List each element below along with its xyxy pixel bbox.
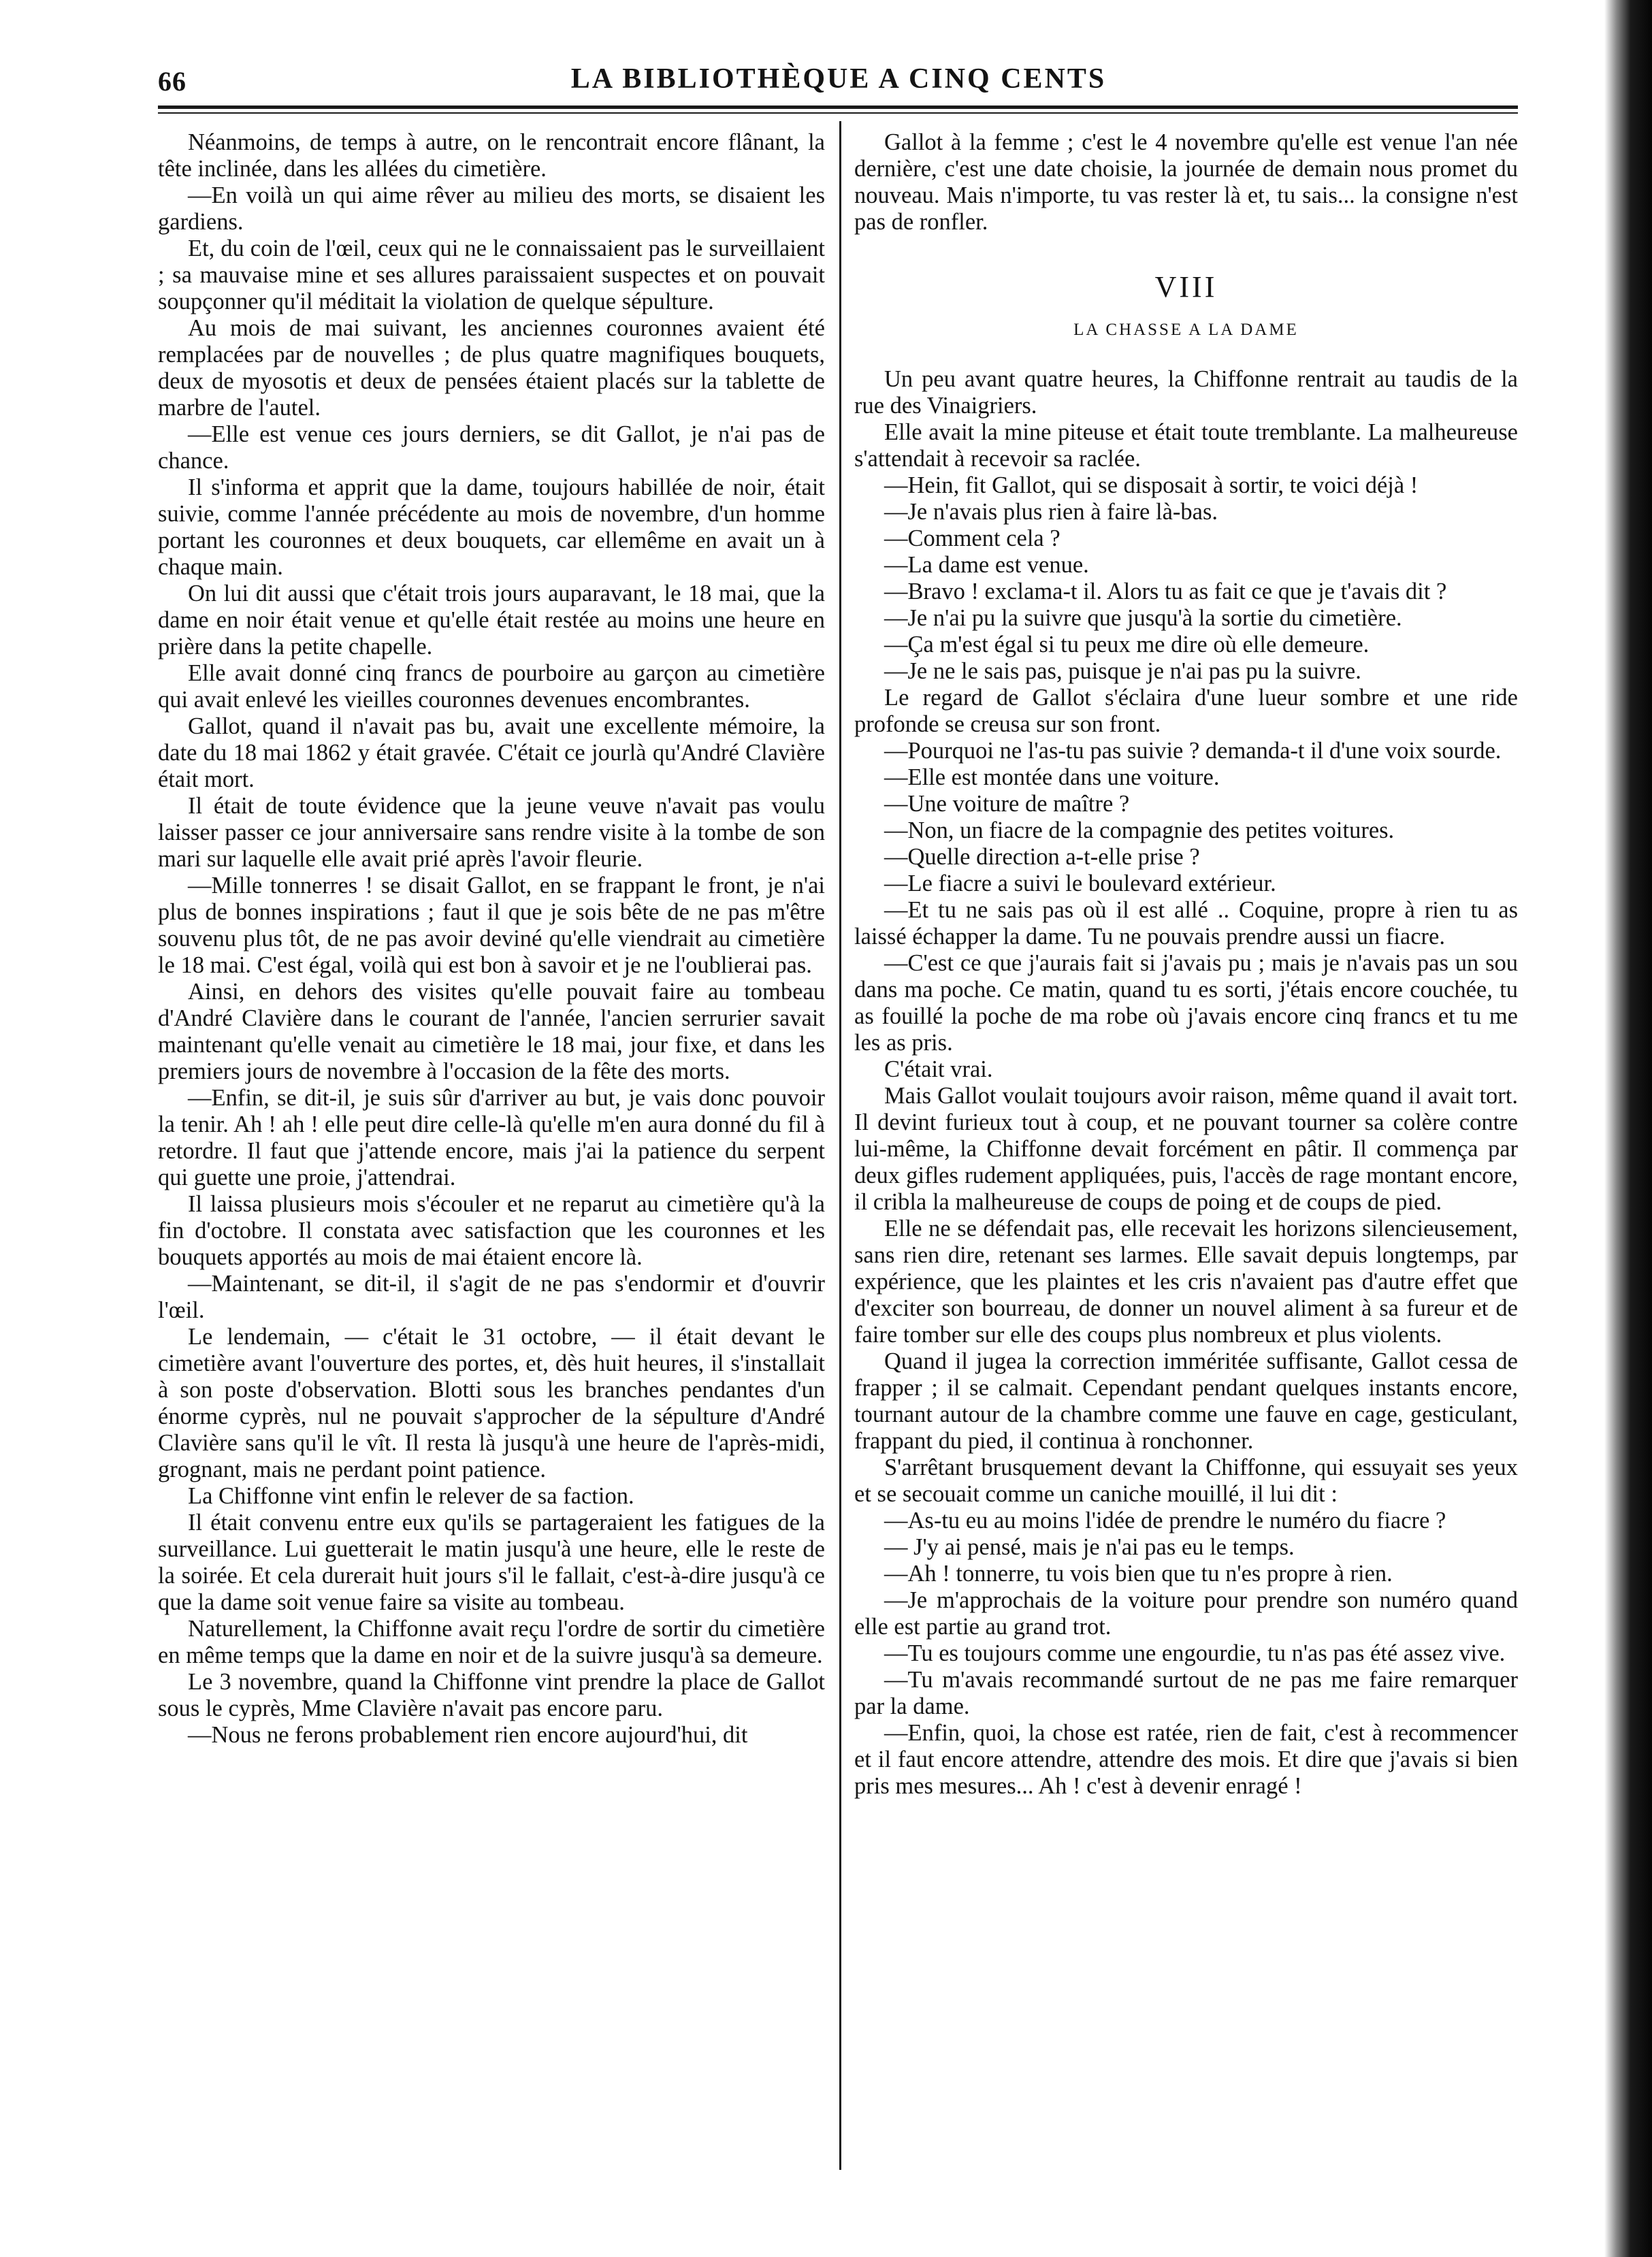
paragraph: —Pourquoi ne l'as-tu pas suivie ? demanda-t il d'une voix sourde.: [884, 738, 1502, 764]
paragraph: —Bravo ! exclama-t il. Alors tu as fait ce que je t'avais dit ?: [884, 579, 1447, 604]
chapter-title: LA CHASSE A LA DAME: [1073, 321, 1299, 339]
paragraph: On lui dit aussi que c'était trois jours auparavant, le 18 mai, que la dame en noir était venue et qu'elle était restée au moins une heure en prière dans la petite chapelle.: [158, 581, 825, 660]
paragraph: Et, du coin de l'œil, ceux qui ne le connaissaient pas le surveillaient ; sa mauvaise mine et ses allures paraissaient suspectes et on pouvait soupçonner qu'il méditait la violation de quelque sépulture.: [158, 236, 825, 314]
paragraph: Au mois de mai suivant, les anciennes couronnes avaient été remplacées par de nouvelles ; de plus quatre magnifiques bouquets, deux de myosotis et deux de pensées étaient placés sur la tablette de marbre de l'autel.: [158, 315, 825, 421]
paragraph: —Je m'approchais de la voiture pour prendre son numéro quand elle est partie au grand trot.: [854, 1587, 1518, 1640]
paragraph: Elle avait donné cinq francs de pourboire au garçon au cimetière qui avait enlevé les vieilles couronnes devenues encombrantes.: [158, 660, 825, 713]
page-header: [158, 63, 1519, 103]
paragraph: —Elle est montée dans une voiture.: [884, 764, 1220, 790]
header-rule-thick: [158, 105, 1518, 109]
paragraph: Ainsi, en dehors des visites qu'elle pouvait faire au tombeau d'André Clavière dans le courant de l'année, l'ancien serrurier savait maintenant qu'elle venait au cimetière le 18 mai, jour fixe, et dans les premiers jours de novembre à l'occasion de la fête des morts.: [158, 979, 825, 1084]
paragraph: Un peu avant quatre heures, la Chiffonne rentrait au taudis de la rue des Vinaigriers.: [854, 366, 1518, 419]
paragraph: —Le fiacre a suivi le boulevard extérieur.: [884, 871, 1276, 896]
paragraph: —La dame est venue.: [884, 552, 1089, 578]
paragraph: —Comment cela ?: [884, 525, 1060, 551]
paragraph: —Ah ! tonnerre, tu vois bien que tu n'es propre à rien.: [884, 1561, 1393, 1587]
paragraph: —Nous ne ferons probablement rien encore aujourd'hui, dit: [188, 1722, 748, 1748]
paragraph: Il était convenu entre eux qu'ils se partageraient les fatigues de la surveillance. Lui guetterait le matin jusqu'à une heure, elle le reste de la soirée. Et cela durerait huit jours s'il le fallait, c'est-à-dire jusqu'à ce que la dame soit venue faire sa visite au tombeau.: [158, 1510, 825, 1615]
paragraph: Gallot à la femme ; c'est le 4 novembre qu'elle est venue l'an née dernière, c'est une date choisie, la journée de demain nous promet du nouveau. Mais n'importe, tu vas rester là et, tu sais... la consigne n'est pas de ronfler.: [854, 129, 1518, 235]
chapter-number: VIII: [1154, 270, 1218, 304]
paragraph: — J'y ai pensé, mais je n'ai pas eu le temps.: [884, 1534, 1295, 1560]
paragraph: S'arrêtant brusquement devant la Chiffonne, qui essuyait ses yeux et se secouait comme un caniche mouillé, il lui dit :: [854, 1455, 1518, 1507]
column-divider: [839, 121, 841, 2170]
paragraph: —Ça m'est égal si tu peux me dire où elle demeure.: [884, 632, 1370, 657]
paragraph: Quand il jugea la correction imméritée suffisante, Gallot cessa de frapper ; il se calmait. Cependant pendant quelques instants encore, tournant autour de la chambre comme une fauve en cage, gesticulant, frappant du pied, il continua à ronchonner.: [854, 1348, 1518, 1454]
paragraph: —Maintenant, se dit-il, il s'agit de ne pas s'endormir et d'ouvrir l'œil.: [158, 1271, 825, 1323]
left-column: [158, 129, 825, 1749]
paragraph: —Mille tonnerres ! se disait Gallot, en se frappant le front, je n'ai plus de bonnes inspirations ; faut il que je sois bête de ne pas m'être souvenu plus tôt, de ne pas avoir deviné qu'elle viendrait au cimetière le 18 mai. C'est égal, voilà qui est bon à savoir et je ne l'oublierai pas.: [158, 873, 825, 978]
paragraph: —Je n'avais plus rien à faire là-bas.: [884, 499, 1218, 525]
paragraph: La Chiffonne vint enfin le relever de sa faction.: [188, 1483, 634, 1509]
paragraph: Néanmoins, de temps à autre, on le rencontrait encore flânant, la tête inclinée, dans les allées du cimetière.: [158, 129, 825, 182]
running-title: LA BIBLIOTHÈQUE A CINQ CENTS: [570, 63, 1107, 95]
right-column-body: [854, 366, 1518, 1800]
paragraph: —Une voiture de maître ?: [884, 791, 1130, 817]
paragraph: Il était de toute évidence que la jeune veuve n'avait pas voulu laisser passer ce jour anniversaire sans rendre visite à la tombe de son mari sur laquelle elle avait prié après l'avoir fleurie.: [158, 793, 825, 872]
paragraph: —Elle est venue ces jours derniers, se dit Gallot, je n'ai pas de chance.: [158, 421, 825, 474]
paragraph: —As-tu eu au moins l'idée de prendre le numéro du fiacre ?: [884, 1508, 1446, 1533]
paragraph: Elle ne se défendait pas, elle recevait les horizons silencieusement, sans rien dire, retenant ses larmes. Elle savait depuis longtemps, par expérience, que les plaintes et les cris n'avaient pas d'autre effet que d'exciter son bourreau, de donner un nouvel aliment à sa fureur et de faire tomber sur elle des coups plus nombreux et plus violents.: [854, 1216, 1518, 1348]
paragraph: —Je ne le sais pas, puisque je n'ai pas pu la suivre.: [884, 658, 1361, 684]
paragraph: —Enfin, quoi, la chose est ratée, rien de fait, c'est à recommencer et il faut encore attendre, attendre des mois. Et dire que j'avais si bien pris mes mesures... Ah ! c'est à devenir enragé !: [854, 1720, 1518, 1799]
paragraph: —Tu es toujours comme une engourdie, tu n'as pas été assez vive.: [884, 1640, 1506, 1666]
paragraph: —En voilà un qui aime rêver au milieu des morts, se disaient les gardiens.: [158, 182, 825, 235]
paragraph: —Enfin, se dit-il, je suis sûr d'arriver au but, je vais donc pouvoir la tenir. Ah ! ah ! elle peut dire celle-là qu'elle m'en aura donné du fil à retordre. Il faut que j'attende encore, mais j'ai la patience du serpent qui guette une proie, j'attendrai.: [158, 1085, 825, 1190]
paragraph: Mais Gallot voulait toujours avoir raison, même quand il avait tort. Il devint furieux tout à coup, et ne pouvant tourner sa colère contre lui-même, la Chiffonne devait forcément en pâtir. Il commença par deux gifles rudement appliquées, puis, l'accès de rage montant encore, il cribla la malheureuse de coups de poing et de coups de pied.: [854, 1083, 1518, 1215]
paragraph: Gallot, quand il n'avait pas bu, avait une excellente mémoire, la date du 18 mai 1862 y était gravée. C'était ce jourlà qu'André Clavière était mort.: [158, 713, 825, 792]
paragraph: Elle avait la mine piteuse et était toute tremblante. La malheureuse s'attendait à recevoir sa raclée.: [854, 419, 1518, 472]
paragraph: Le lendemain, — c'était le 31 octobre, — il était devant le cimetière avant l'ouverture des portes, et, dès huit heures, il s'installait à son poste d'observation. Blotti sous les branches pendantes d'un énorme cyprès, nul ne pouvait s'approcher de la sépulture d'André Clavière sans qu'il le vît. Il resta là jusqu'à une heure de l'après-midi, grognant, mais ne perdant point patience.: [158, 1324, 825, 1482]
page-binding-edge: [1604, 0, 1652, 2257]
paragraph: —Et tu ne sais pas où il est allé .. Coquine, propre à rien tu as laissé échapper la dame. Tu ne pouvais prendre aussi un fiacre.: [854, 897, 1518, 949]
right-column: [854, 129, 1518, 1800]
header-rule-thin: [158, 112, 1518, 114]
paragraph: C'était vrai.: [884, 1056, 993, 1082]
paragraph: —Quelle direction a-t-elle prise ?: [884, 844, 1200, 870]
paragraph: —Hein, fit Gallot, qui se disposait à sortir, te voici déjà !: [884, 472, 1419, 498]
paragraph: —Tu m'avais recommandé surtout de ne pas me faire remarquer par la dame.: [854, 1667, 1518, 1719]
right-column-intro: [854, 129, 1518, 236]
paragraph: Le regard de Gallot s'éclaira d'une lueur sombre et une ride profonde se creusa sur son front.: [854, 685, 1518, 737]
paragraph: Il laissa plusieurs mois s'écouler et ne reparut au cimetière qu'à la fin d'octobre. Il constata avec satisfaction que les couronnes et les bouquets apportés au mois de mai étaient encore là.: [158, 1191, 825, 1270]
page-number: 66: [158, 66, 187, 97]
paragraph: Il s'informa et apprit que la dame, toujours habillée de noir, était suivie, comme l'année précédente au mois de novembre, d'un homme portant les couronnes et deux bouquets, car ellemême en avait un à chaque main.: [158, 474, 825, 580]
paragraph: —Je n'ai pu la suivre que jusqu'à la sortie du cimetière.: [884, 605, 1402, 631]
paragraph: —Non, un fiacre de la compagnie des petites voitures.: [884, 817, 1395, 843]
paragraph: —C'est ce que j'aurais fait si j'avais pu ; mais je n'avais pas un sou dans ma poche. Ce matin, quand tu es sorti, j'étais encore couchée, tu as fouillé la poche de ma robe où j'avais encore cinq francs et tu me les as pris.: [854, 950, 1518, 1056]
paragraph: Naturellement, la Chiffonne avait reçu l'ordre de sortir du cimetière en même temps que la dame en noir et de la suivre jusqu'à sa demeure.: [158, 1616, 825, 1668]
paragraph: Le 3 novembre, quand la Chiffonne vint prendre la place de Gallot sous le cyprès, Mme Clavière n'avait pas encore paru.: [158, 1669, 825, 1721]
